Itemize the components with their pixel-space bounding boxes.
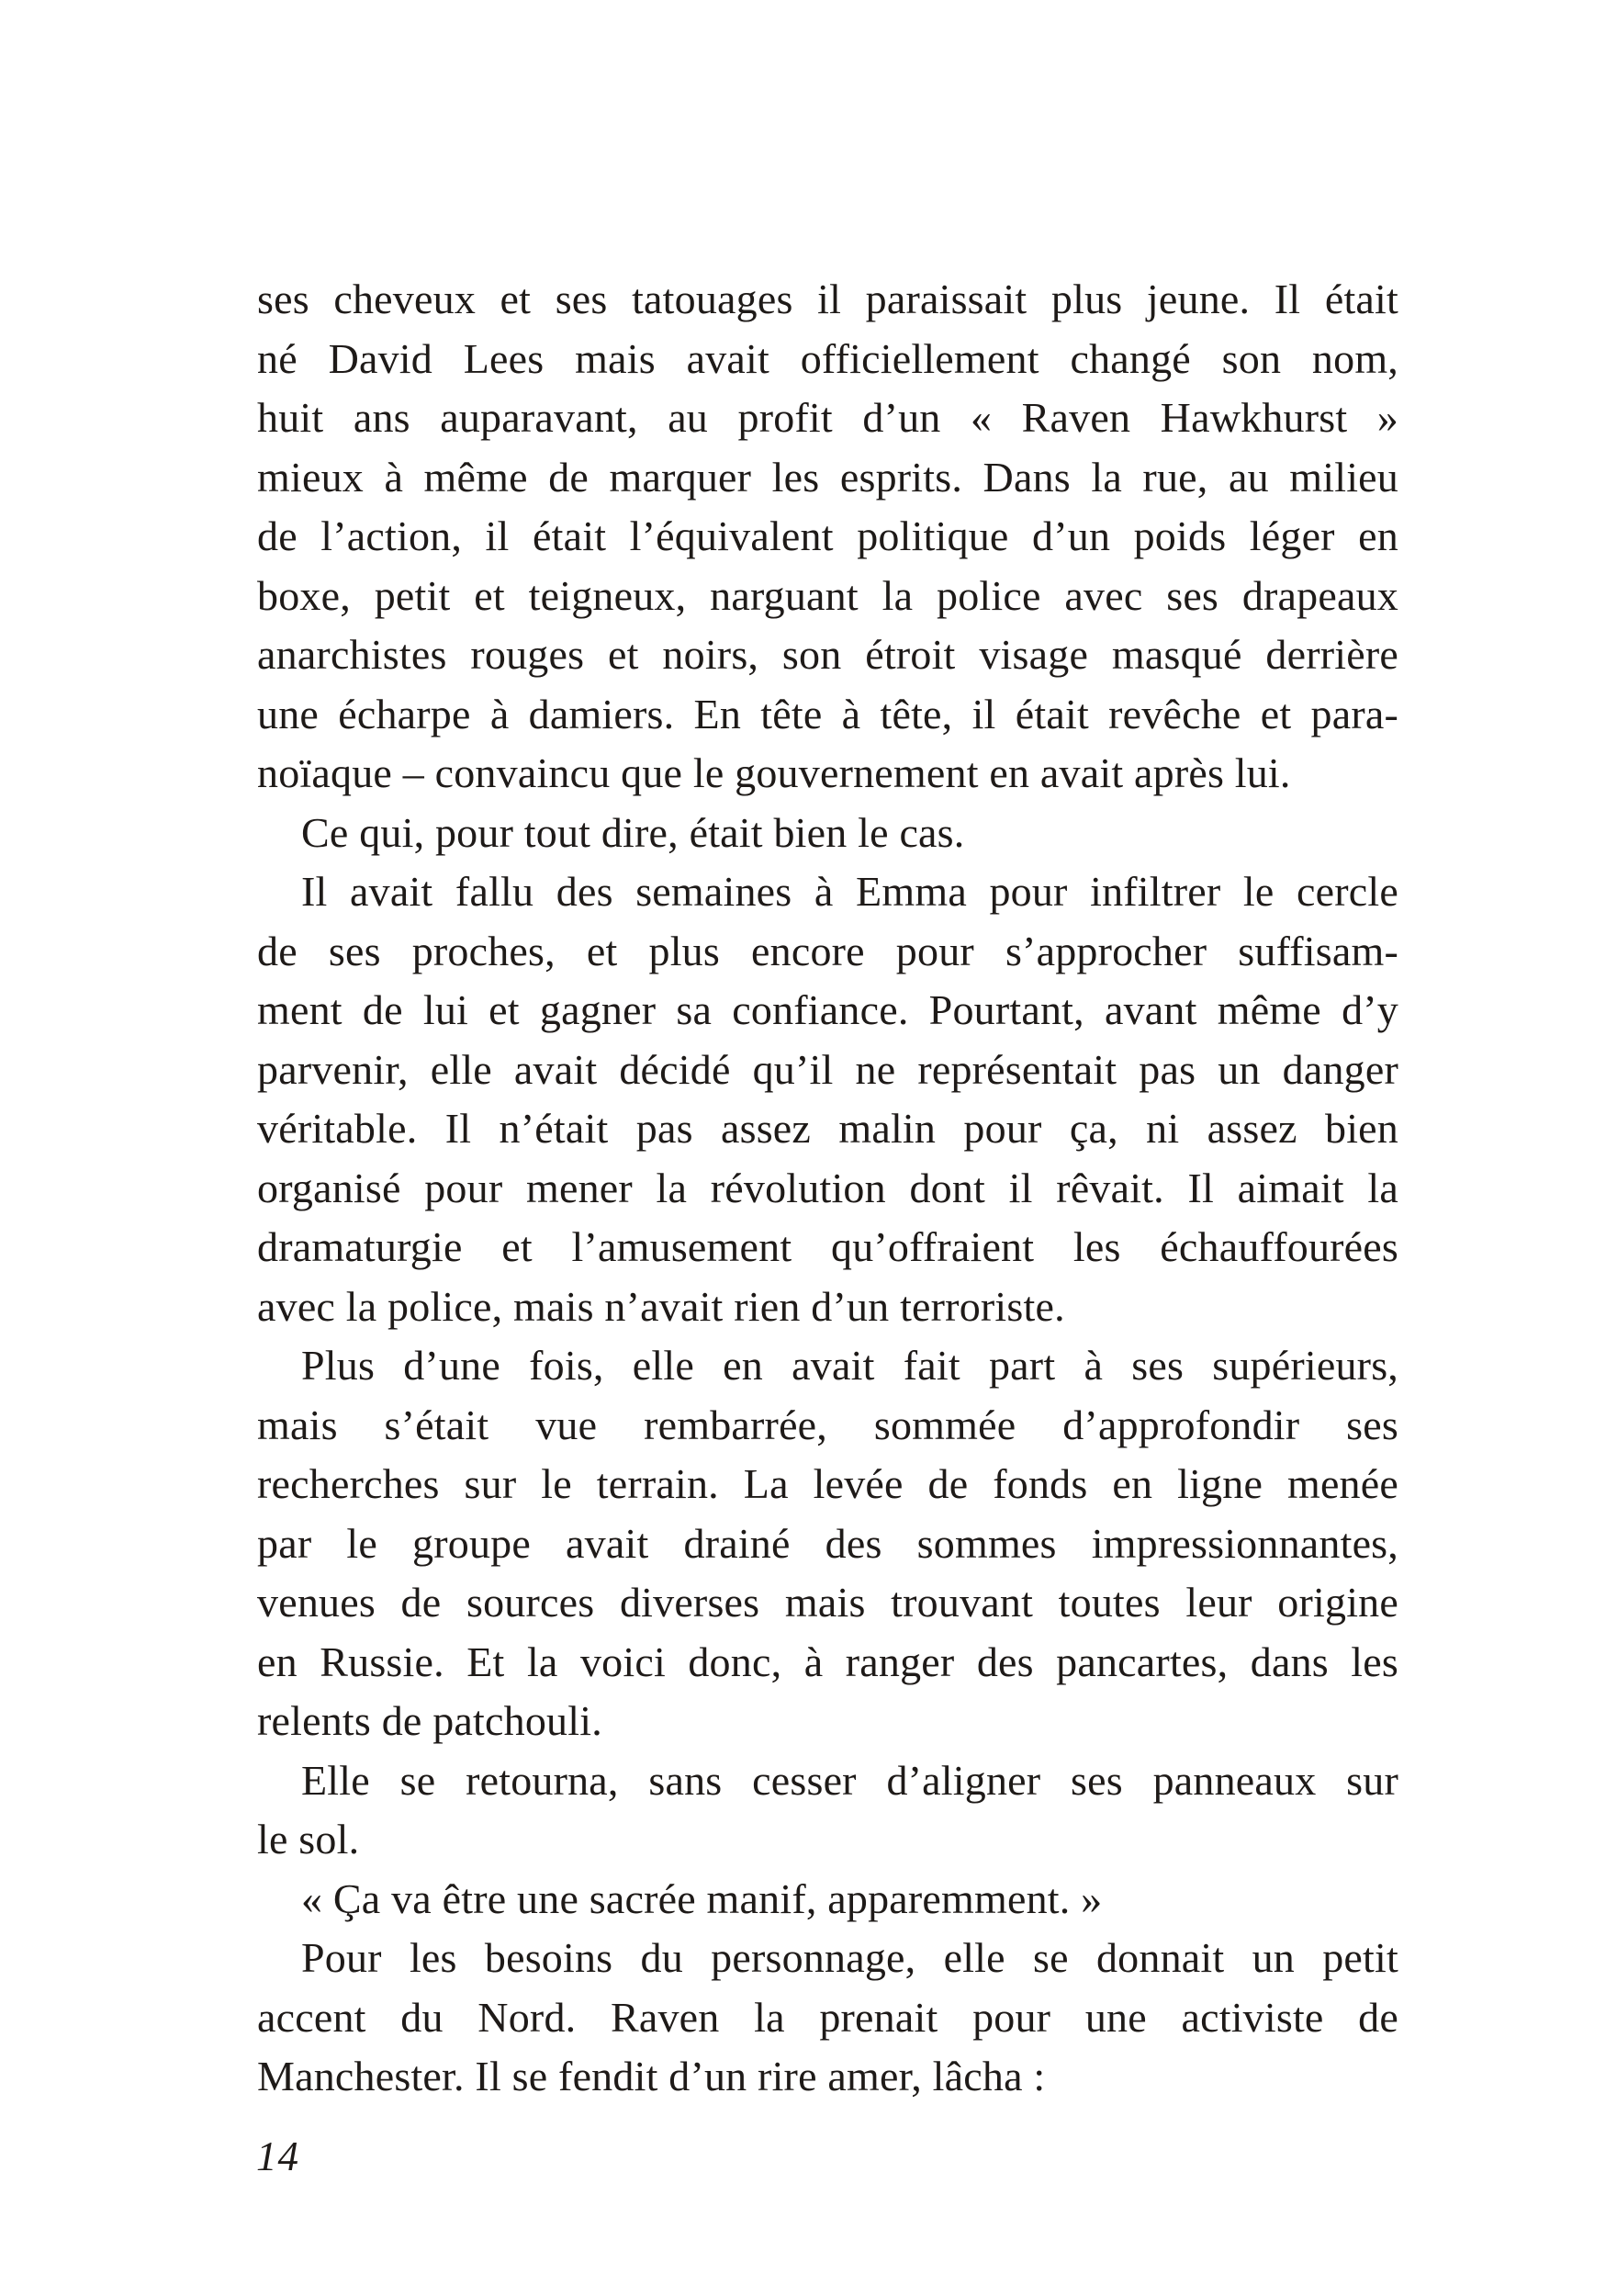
text-line: Elle se retourna, sans cesser d’aligner ses panneaux sur [301,1756,1398,1804]
text-line: mieux à même de marquer les esprits. Dans la rue, au milieu [257,453,1398,501]
text-line: ment de lui et gagner sa confiance. Pourtant, avant même d’y [257,986,1398,1033]
text-line: Plus d’une fois, elle en avait fait part à ses supérieurs, [301,1342,1398,1389]
text-line: « Ça va être une sacrée manif, apparemment. » [301,1874,1103,1922]
text-line: Il avait fallu des semaines à Emma pour infiltrer le cercle [301,868,1398,915]
text-line: le sol. [257,1816,360,1863]
text-line: ses cheveux et ses tatouages il paraissait plus jeune. Il était [257,276,1398,322]
text-line: Manchester. Il se fendit d’un rire amer, lâcha : [257,2053,1046,2099]
text-line: noïaque – convaincu que le gouvernement en avait après lui. [257,749,1291,796]
text-line: huit ans auparavant, au profit d’un « Raven Hawkhurst » [257,394,1398,441]
text-line: anarchistes rouges et noirs, son étroit visage masqué derrière [257,631,1398,678]
text-line: avec la police, mais n’avait rien d’un terroriste. [257,1282,1065,1330]
page-text-block [257,270,1398,2107]
text-line: dramaturgie et l’amusement qu’offraient les échauffourées [257,1223,1398,1270]
text-line: Pour les besoins du personnage, elle se donnait un petit [301,1934,1398,1981]
text-line: accent du Nord. Raven la prenait pour une activiste de [257,1993,1398,2041]
text-line: Ce qui, pour tout dire, était bien le cas. [301,808,965,856]
text-line: recherches sur le terrain. La levée de fonds en ligne menée [257,1460,1398,1507]
text-line: boxe, petit et teigneux, narguant la police avec ses drapeaux [257,571,1398,619]
text-line: parvenir, elle avait décidé qu’il ne représentait pas un danger [257,1045,1398,1093]
text-line: organisé pour mener la révolution dont il rêvait. Il aimait la [257,1164,1398,1211]
text-line: véritable. Il n’était pas assez malin pour ça, ni assez bien [257,1105,1398,1152]
text-line: une écharpe à damiers. En tête à tête, il était revêche et para- [257,690,1398,737]
text-line: relents de patchouli. [257,1697,602,1744]
text-line: en Russie. Et la voici donc, à ranger des pancartes, dans les [257,1638,1398,1685]
text-line: de l’action, il était l’équivalent politique d’un poids léger en [257,512,1398,559]
text-line: de ses proches, et plus encore pour s’approcher suffisam- [257,927,1398,974]
text-line: par le groupe avait drainé des sommes impressionnantes, [257,1519,1398,1567]
text-line: né David Lees mais avait officiellement changé son nom, [257,334,1398,382]
text-line: venues de sources diverses mais trouvant toutes leur origine [257,1579,1398,1626]
text-line: mais s’était vue rembarrée, sommée d’approfondir ses [257,1401,1398,1448]
page-number: 14 [256,2133,299,2179]
